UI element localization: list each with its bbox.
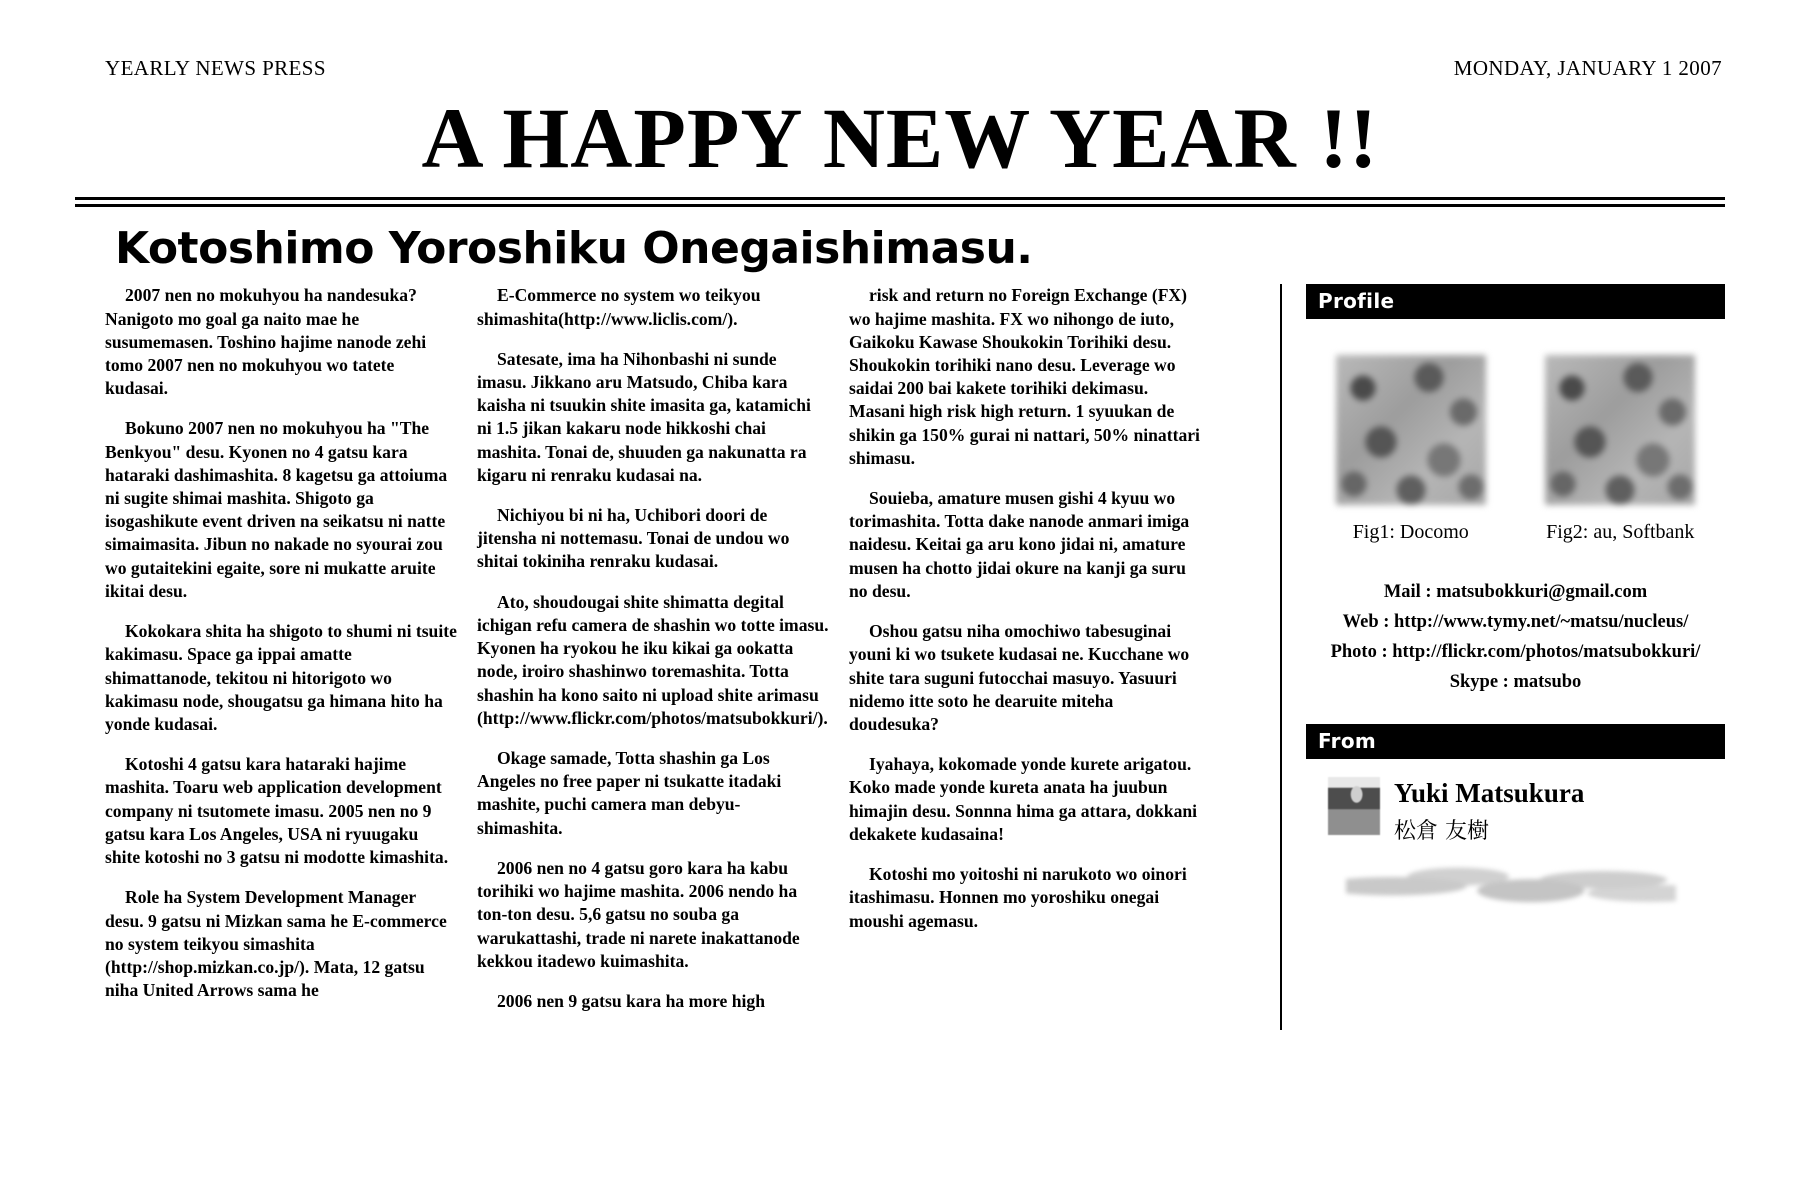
content-area (0, 284, 1800, 1030)
contact-skype: Skype : matsubo (1449, 672, 1582, 693)
contact-list (1306, 578, 1725, 698)
author-name-jp: 松倉 友樹 (1394, 818, 1489, 844)
paragraph: Bokuno 2007 nen no mokuhyou ha "The Benkyou" desu. Kyonen no 4 gatsu kara hataraki dashimashita. 8 kagetsu ga attoiuma ni sugite shimai mashita. Shigoto ga isogashikute event driven na seikatsu ni natte simaimasita. Jibun no nakade no syourai zou wo gutaitekini egaite, sore ni mukatte aruite ikitai desu. (105, 418, 448, 601)
header-divider (75, 197, 1725, 207)
paragraph: 2006 nen 9 gatsu kara ha more high (497, 990, 766, 1011)
paragraph: 2007 nen no mokuhyou ha nandesuka? Nanigoto mo goal ga naito mae he susumemasen. Toshino hajime nanode zehi tomo 2007 nen no mokuhyou wo tatete kudasai. (105, 285, 427, 399)
paragraph: Kokokara shita ha shigoto to shumi ni tsuite kakimasu. Space ga ippai amatte shimattanode, tekitou ni hitorigoto wo kakimasu node, shougatsu ga himana hito ha yonde kudasai. (105, 621, 457, 735)
paragraph: 2006 nen no 4 gatsu goro kara ha kabu torihiki wo hajime mashita. 2006 nendo ha ton-ton desu. 5,6 gatsu no souba ga warukattashi, trade ni narete inakattanode kekkou itadewo kuimashita. (477, 857, 800, 971)
author-name-en: Yuki Matsukura (1394, 778, 1585, 809)
paragraph: Role ha System Development Manager desu. 9 gatsu ni Mizkan sama he E-commerce no system teikyou simashita (http://shop.mizkan.co.jp/). Mata, 12 gatsu niha United Arrows sama he (105, 887, 447, 1001)
author-block (1306, 777, 1725, 844)
from-section (1306, 724, 1725, 914)
figure-caption: Fig1: Docomo (1352, 521, 1469, 544)
figure-2 (1545, 355, 1695, 544)
contact-mail: Mail : matsubokkuri@gmail.com (1383, 582, 1648, 603)
paragraph: Nichiyou bi ni ha, Uchibori doori de jitensha ni nottemasu. Tonai de undou wo shitai tokiniha renraku kudasai. (477, 505, 790, 572)
masthead-publication: YEARLY NEWS PRESS (105, 56, 326, 80)
paragraph: E-Commerce no system wo teikyou shimashita(http://www.liclis.com/). (477, 285, 761, 329)
article-columns (105, 284, 1282, 1030)
article-column-1 (105, 284, 477, 1030)
signature-image (1346, 851, 1676, 915)
paragraph: Okage samade, Totta shashin ga Los Angeles no free paper ni tsukatte itadaki mashite, puchi camera man debyu- shimashita. (477, 748, 782, 838)
paragraph: Oshou gatsu niha omochiwo tabesuginai youni ki wo tsukete kudasai ne. Kucchane wo shite tara suguni futocchai masuyo. Yasuuri nidemo itte soto he dearuite miteha doudesuka? (849, 621, 1190, 735)
qr-code-icon (1545, 355, 1695, 505)
avatar (1328, 777, 1380, 835)
paragraph: Kotoshi mo yoitoshi ni narukoto wo oinori itashimasu. Honnen mo yoroshiku onegai moushi agemasu. (849, 864, 1187, 931)
profile-section-header: Profile (1306, 284, 1725, 319)
paragraph: Iyahaya, kokomade yonde kurete arigatou. Koko made yonde kureta anata ha juubun himajin desu. Sonnna hima ga attara, dokkani dekakete kudasaina! (849, 754, 1198, 844)
article-column-2 (477, 284, 849, 1030)
figure-1 (1336, 355, 1486, 544)
contact-web: Web : http://www.tymy.net/~matsu/nucleus/ (1342, 612, 1689, 633)
figure-caption: Fig2: au, Softbank (1546, 521, 1695, 544)
qr-code-icon (1336, 355, 1486, 505)
qr-figures (1306, 355, 1725, 544)
paragraph: risk and return no Foreign Exchange (FX) wo hajime mashita. FX wo nihongo de iuto, Gaikoku Kawase Shoukokin Torihiki desu. Shoukokin torihiki nano desu. Leverage wo saidai 200 bai kakete torihiki dekimasu. Masani high risk high return. 1 syuukan de shikin ga 150% gurai ni nattari, 50% ninattari shimasu. (849, 285, 1200, 468)
author-names (1380, 777, 1584, 844)
sidebar (1282, 284, 1725, 1030)
contact-photo: Photo : http://flickr.com/photos/matsubokkuri/ (1330, 642, 1701, 663)
subheadline: Kotoshimo Yoroshiku Onegaishimasu. (115, 223, 1033, 275)
from-section-header: From (1306, 724, 1725, 759)
page-title: A HAPPY NEW YEAR !! (421, 90, 1379, 186)
paragraph: Satesate, ima ha Nihonbashi ni sunde imasu. Jikkano aru Matsudo, Chiba kara kaisha ni tsuukin shite imasita ga, katamichi ni 1.5 jikan kakaru node hikkoshi chai mashita. Tonai de, shuuden ga nakunatta ra kigaru ni renraku kudasai na. (477, 348, 811, 485)
masthead (0, 0, 1800, 81)
masthead-date: MONDAY, JANUARY 1 2007 (1453, 56, 1722, 80)
paragraph: Ato, shoudougai shite shimatta degital ichigan refu camera de shashin wo totte imasu. Kyonen ha ryokou he iku kikai ga ookatta node, iroiro shashinwo toremashita. Totta shashin ha kono saito ni upload shite arimasu (http://www.flickr.com/photos/matsubokkuri/). (477, 591, 829, 728)
paragraph: Kotoshi 4 gatsu kara hataraki hajime mashita. Toaru web application development company ni tsutomete imasu. 2005 nen no 9 gatsu kara Los Angeles, USA ni ryuugaku shite kotoshi no 3 gatsu ni modotte kimashita. (105, 754, 449, 868)
paragraph: Souieba, amature musen gishi 4 kyuu wo torimashita. Totta dake nanode anmari imiga naidesu. Keitai ga aru kono jidai ni, amature musen ha chotto jidai okure na kanji ga suru no desu. (849, 488, 1190, 601)
article-column-3 (849, 284, 1221, 1030)
